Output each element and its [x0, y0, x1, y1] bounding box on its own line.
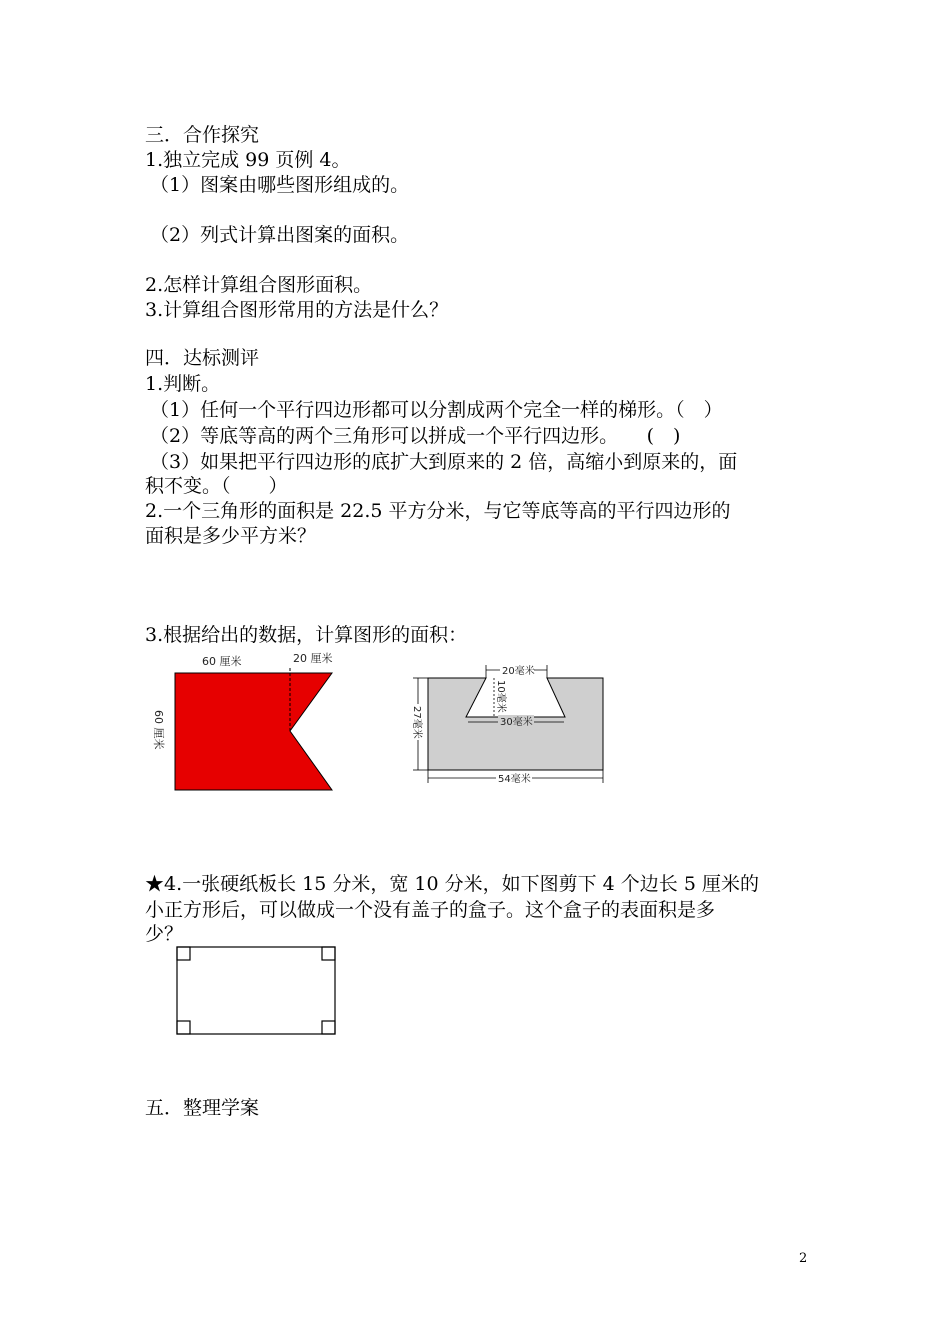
- question-3-1-1: （1）图案由哪些图形组成的。: [150, 174, 410, 196]
- question-4-1-3a: （3）如果把平行四边形的底扩大到原来的 2 倍，高缩小到原来的，面: [150, 451, 738, 473]
- question-3-3: 3.计算组合图形常用的方法是什么？: [145, 299, 449, 321]
- section-heading-4: 四．达标测评: [145, 347, 260, 369]
- fig2-base-label: 54毫米: [498, 774, 531, 785]
- question-4-1: 1.判断。: [145, 373, 221, 395]
- question-4-4a: ★4.一张硬纸板长 15 分米，宽 10 分米，如下图剪下 4 个边长 5 厘米的: [145, 873, 759, 895]
- fig2-height-label: 10毫米: [495, 680, 506, 713]
- question-4-1-1: （1）任何一个平行四边形都可以分割成两个完全一样的梯形。（ ）: [150, 399, 723, 421]
- question-4-3: 3.根据给出的数据，计算图形的面积：: [145, 624, 468, 646]
- corner-square-bottom-left: [177, 1021, 190, 1034]
- corner-square-bottom-right: [322, 1021, 335, 1034]
- question-3-1: 1.独立完成 99 页例 4。: [145, 149, 351, 171]
- red-flag-shape: [175, 673, 332, 790]
- question-4-2a: 2.一个三角形的面积是 22.5 平方分米，与它等底等高的平行四边形的: [145, 500, 731, 522]
- section-heading-5: 五．整理学案: [145, 1097, 260, 1119]
- question-4-4b: 小正方形后，可以做成一个没有盖子的盒子。这个盒子的表面积是多: [145, 899, 716, 921]
- question-4-1-3b: 积不变。（ ）: [145, 475, 288, 497]
- fig1-top-label: 60 厘米: [202, 655, 242, 668]
- question-3-1-2: （2）列式计算出图案的面积。: [150, 224, 410, 246]
- page-number: 2: [799, 1251, 808, 1266]
- corner-square-top-left: [177, 947, 190, 960]
- question-4-2b: 面积是多少平方米？: [145, 525, 317, 547]
- fig2-top-label: 20毫米: [502, 666, 535, 677]
- cardboard-rectangle: [177, 947, 335, 1034]
- question-4-1-2: （2）等底等高的两个三角形可以拼成一个平行四边形。 ( ): [150, 425, 681, 447]
- section-heading-3: 三．合作探究: [145, 124, 260, 146]
- corner-square-top-right: [322, 947, 335, 960]
- cardboard-figure: [170, 942, 342, 1038]
- fig2-bottom-label: 30毫米: [500, 717, 533, 728]
- gray-trapezoid-figure: [410, 660, 610, 785]
- fig1-side-label: 60 厘米: [152, 710, 165, 750]
- red-flag-figure: [145, 648, 345, 798]
- fig1-notch-label: 20 厘米: [293, 652, 333, 665]
- question-4-4c: 少？: [145, 923, 184, 945]
- question-3-2: 2.怎样计算组合图形面积。: [145, 274, 373, 296]
- fig2-side-label: 27毫米: [411, 706, 422, 739]
